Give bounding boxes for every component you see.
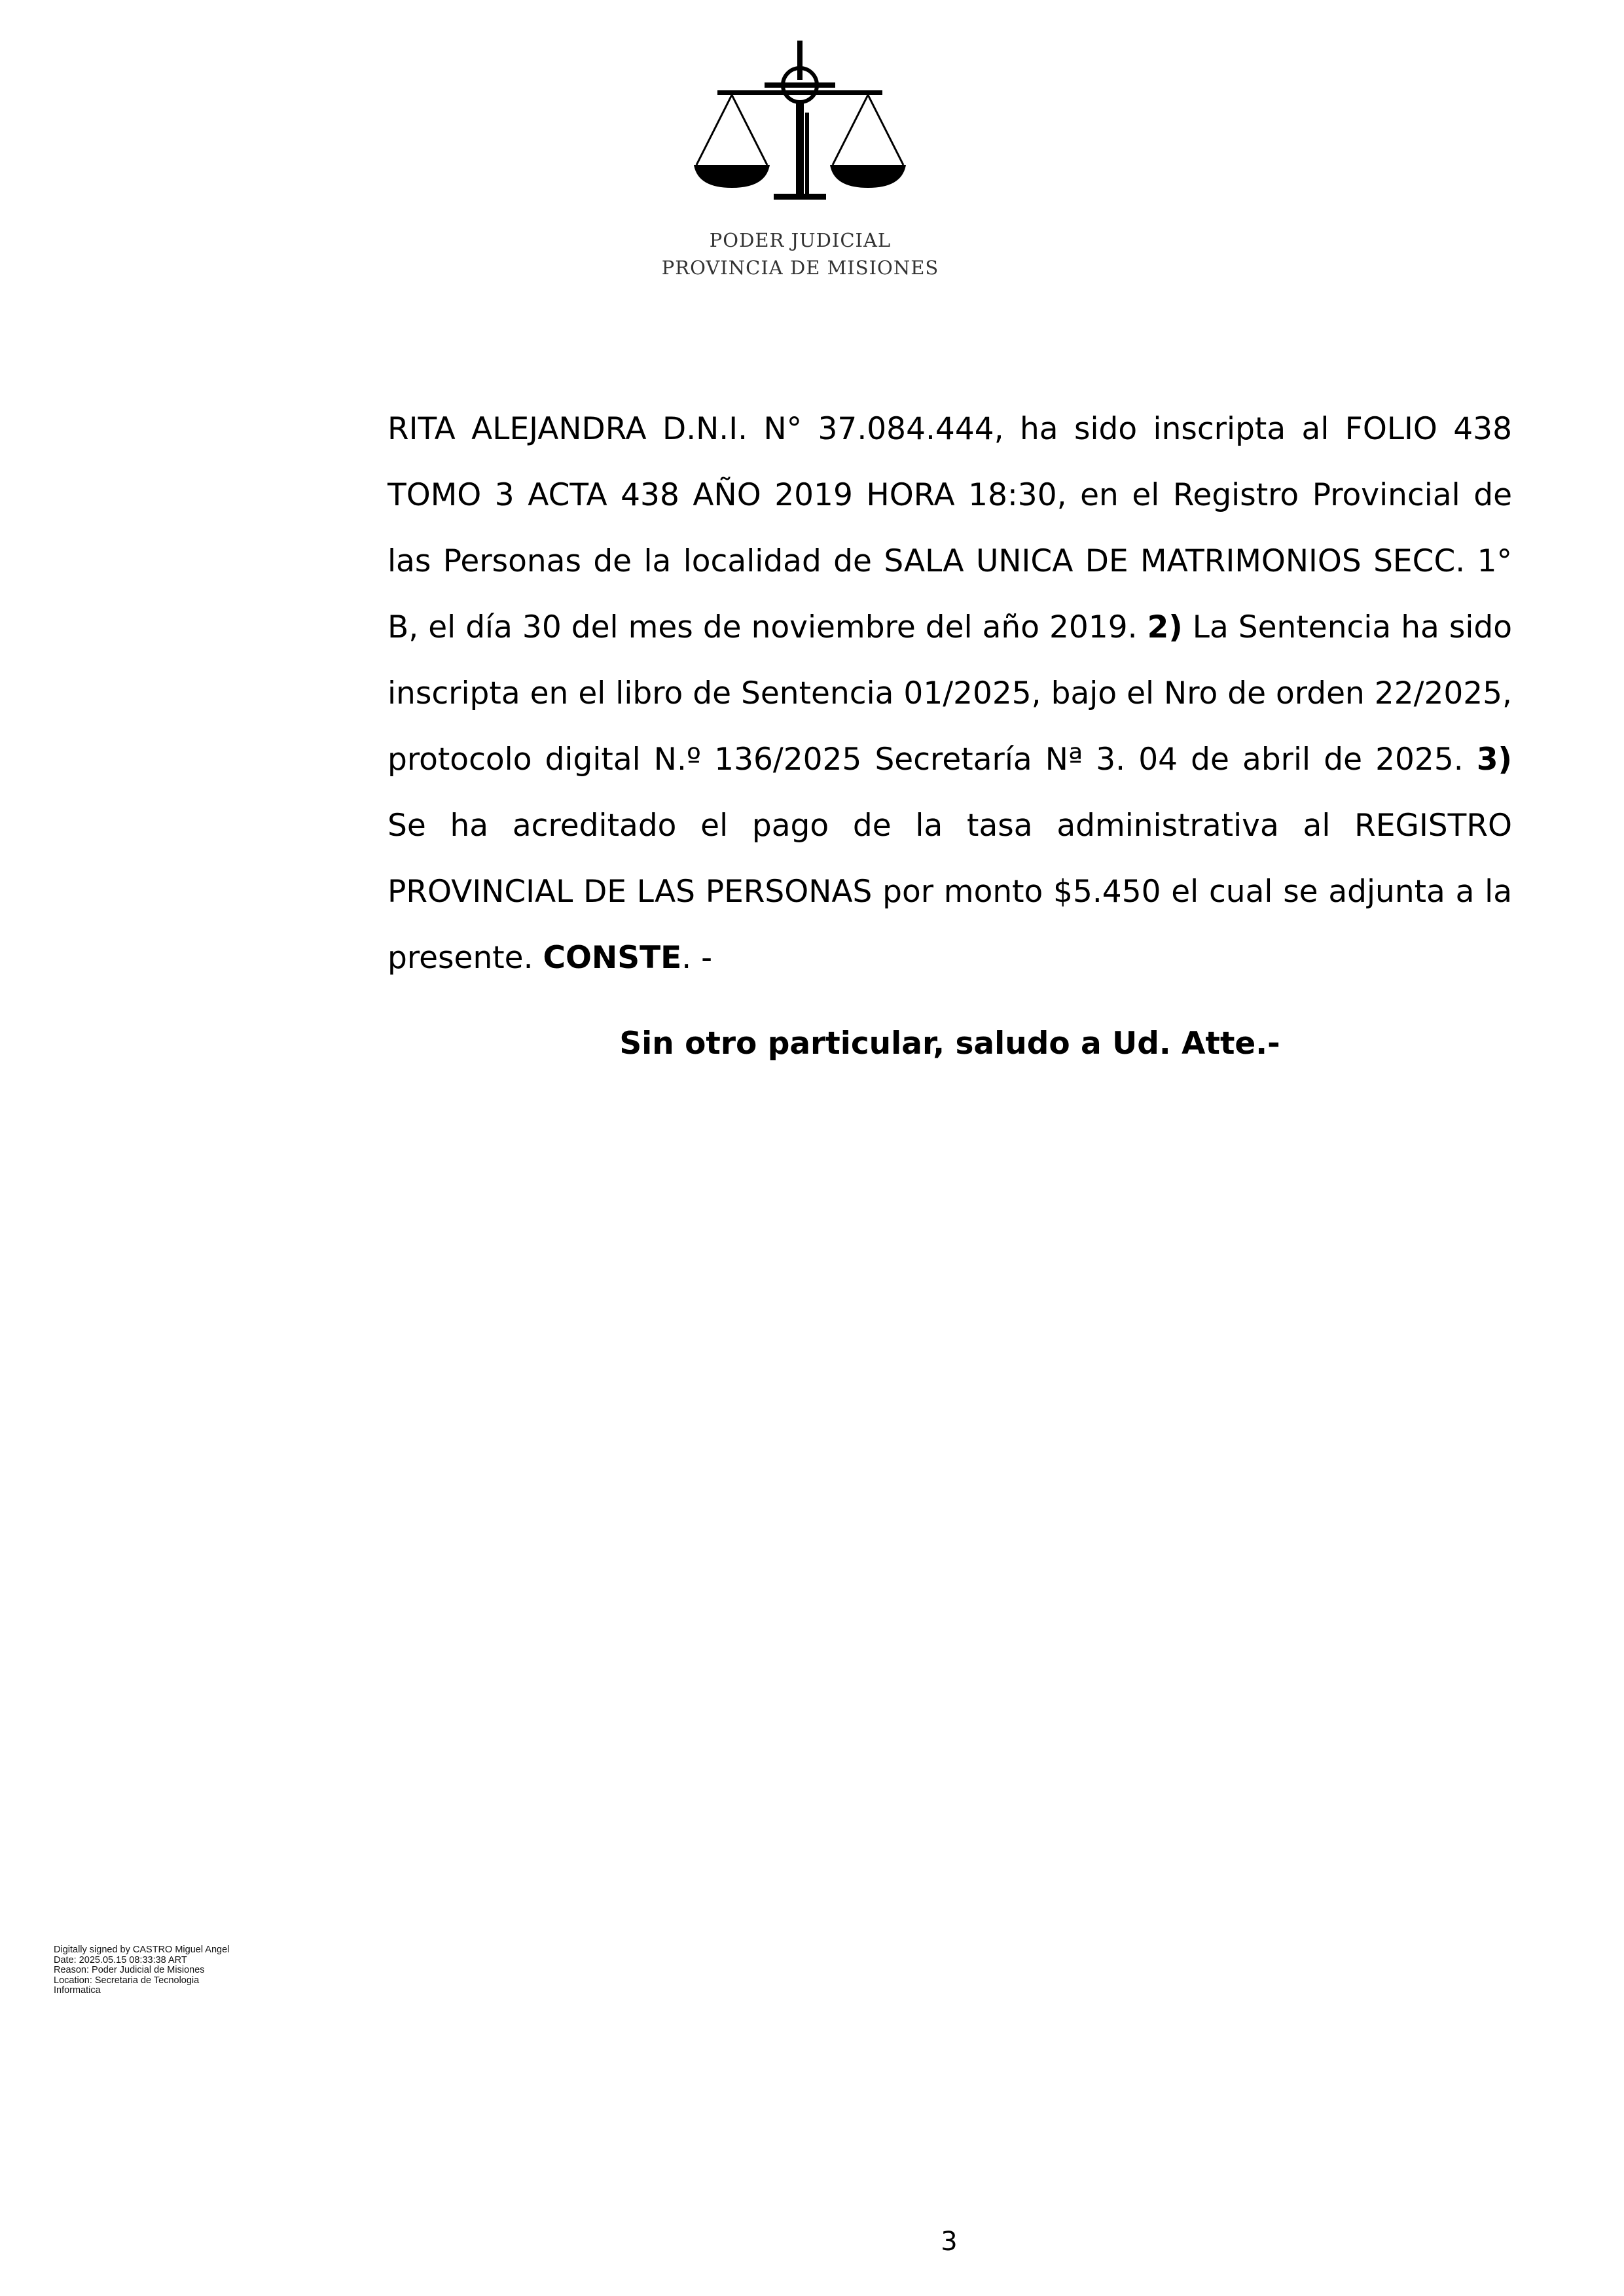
closing-salutation: Sin otro particular, saludo a Ud. Atte.- xyxy=(619,1026,1280,1062)
signature-reason: Reason: Poder Judicial de Misiones xyxy=(54,1965,205,1975)
item-marker-2: 2) xyxy=(1147,609,1183,645)
signature-signed-by: Digitally signed by CASTRO Miguel Angel xyxy=(54,1945,230,1955)
signature-location: Location: Secretaria de Tecnologia xyxy=(54,1975,200,1986)
institution-province: PROVINCIA DE MISIONES xyxy=(661,257,939,279)
conste-label: CONSTE xyxy=(543,940,682,976)
institution-name: PODER JUDICIAL xyxy=(709,229,892,251)
body-text-part-1: RITA ALEJANDRA D.N.I. N° 37.084.444, ha sido inscripta al FOLIO 438 TOMO 3 ACTA 438 AÑO 2019 HORA 18:30, en el Registro Provincial de las Personas de la localidad de SALA UNICA DE MATRIMONIOS SECC. 1° B, el día 30 del mes de noviembre del año 2019. xyxy=(388,411,1512,645)
item-marker-3: 3) xyxy=(1476,742,1512,778)
page-number: 3 xyxy=(941,2227,958,2257)
conste-suffix: . - xyxy=(681,940,713,976)
body-text-part-3: Se ha acreditado el pago de la tasa administrativa al REGISTRO PROVINCIAL DE LAS PERSONAS por monto $5.450 el cual se adjunta a la presente. xyxy=(388,808,1512,976)
digital-signature-block xyxy=(54,1945,302,1996)
signature-date: Date: 2025.05.15 08:33:38 ART xyxy=(54,1954,187,1965)
body-text-part-2: La Sentencia ha sido inscripta en el libro de Sentencia 01/2025, bajo el Nro de orden 22/2025, protocolo digital N.º 136/2025 Secretaría Nª 3. 04 de abril de 2025. xyxy=(388,609,1512,778)
signature-location-cont: Informatica xyxy=(54,1985,101,1996)
scales-of-justice-icon xyxy=(693,41,909,230)
body-paragraph xyxy=(388,396,1512,991)
